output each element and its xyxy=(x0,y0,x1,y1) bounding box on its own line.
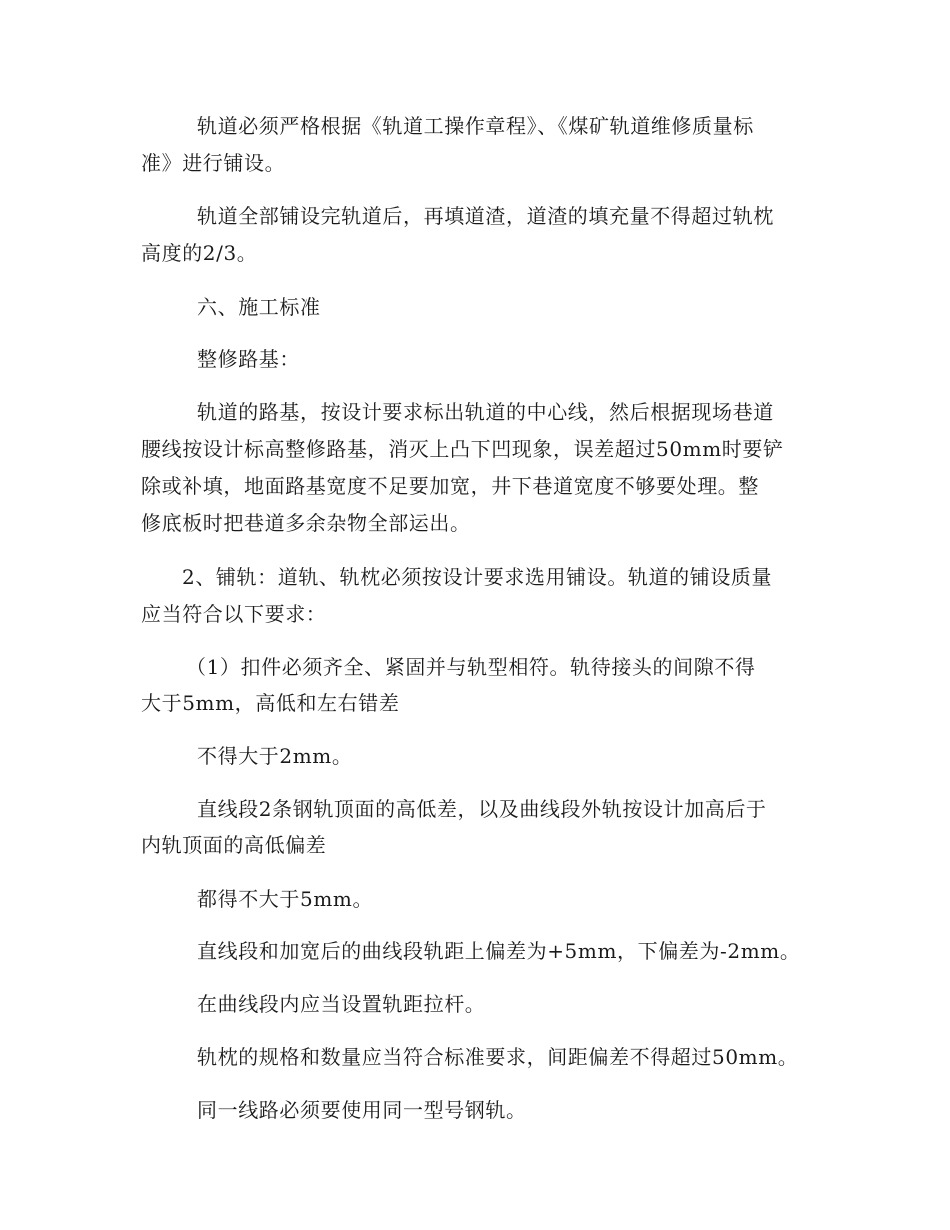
text-line: 2、铺轨：道轨、轨枕必须按设计要求选用铺设。轨道的铺设质量 xyxy=(182,565,773,589)
text-line: 腰线按设计标高整修路基，消灭上凸下凹现象，误差超过50mm时要铲 xyxy=(141,437,784,461)
text-line: 准》进行铺设。 xyxy=(141,151,286,175)
text-line: 直线段和加宽后的曲线段轨距上偏差为+5mm，下偏差为-2mm。 xyxy=(197,939,801,963)
section-heading: 六、施工标准 xyxy=(197,295,321,319)
text-line: 轨道全部铺设完轨道后，再填道渣，道渣的填充量不得超过轨枕 xyxy=(197,204,774,228)
text-line: 轨道必须严格根据《轨道工操作章程》、《煤矿轨道维修质量标 xyxy=(197,114,754,138)
text-line: 修底板时把巷道多余杂物全部运出。 xyxy=(141,511,471,535)
text-line: 同一线路必须要使用同一型号钢轨。 xyxy=(197,1098,527,1122)
text-line: 轨道的路基，按设计要求标出轨道的中心线，然后根据现场巷道 xyxy=(197,400,774,424)
text-line: 应当符合以下要求： xyxy=(141,602,327,626)
text-line: 除或补填，地面路基宽度不足要加宽，井下巷道宽度不够要处理。整 xyxy=(141,474,759,498)
text-line: 都得不大于5mm。 xyxy=(197,887,374,911)
subsection-heading: 整修路基： xyxy=(197,347,300,371)
text-line: 不得大于2mm。 xyxy=(197,744,353,768)
text-line: 直线段2条钢轨顶面的高低差，以及曲线段外轨按设计加高后于 xyxy=(197,797,767,821)
text-line: 轨枕的规格和数量应当符合标准要求，间距偏差不得超过50mm。 xyxy=(197,1045,799,1069)
text-line: 在曲线段内应当设置轨距拉杆。 xyxy=(197,992,486,1016)
text-line: 内轨顶面的高低偏差 xyxy=(141,833,327,857)
text-line: 大于5mm，高低和左右错差 xyxy=(141,691,400,715)
text-line: 高度的2/3。 xyxy=(141,241,258,265)
text-line: （1）扣件必须齐全、紧固并与轨型相符。轨待接头的间隙不得 xyxy=(186,655,756,679)
